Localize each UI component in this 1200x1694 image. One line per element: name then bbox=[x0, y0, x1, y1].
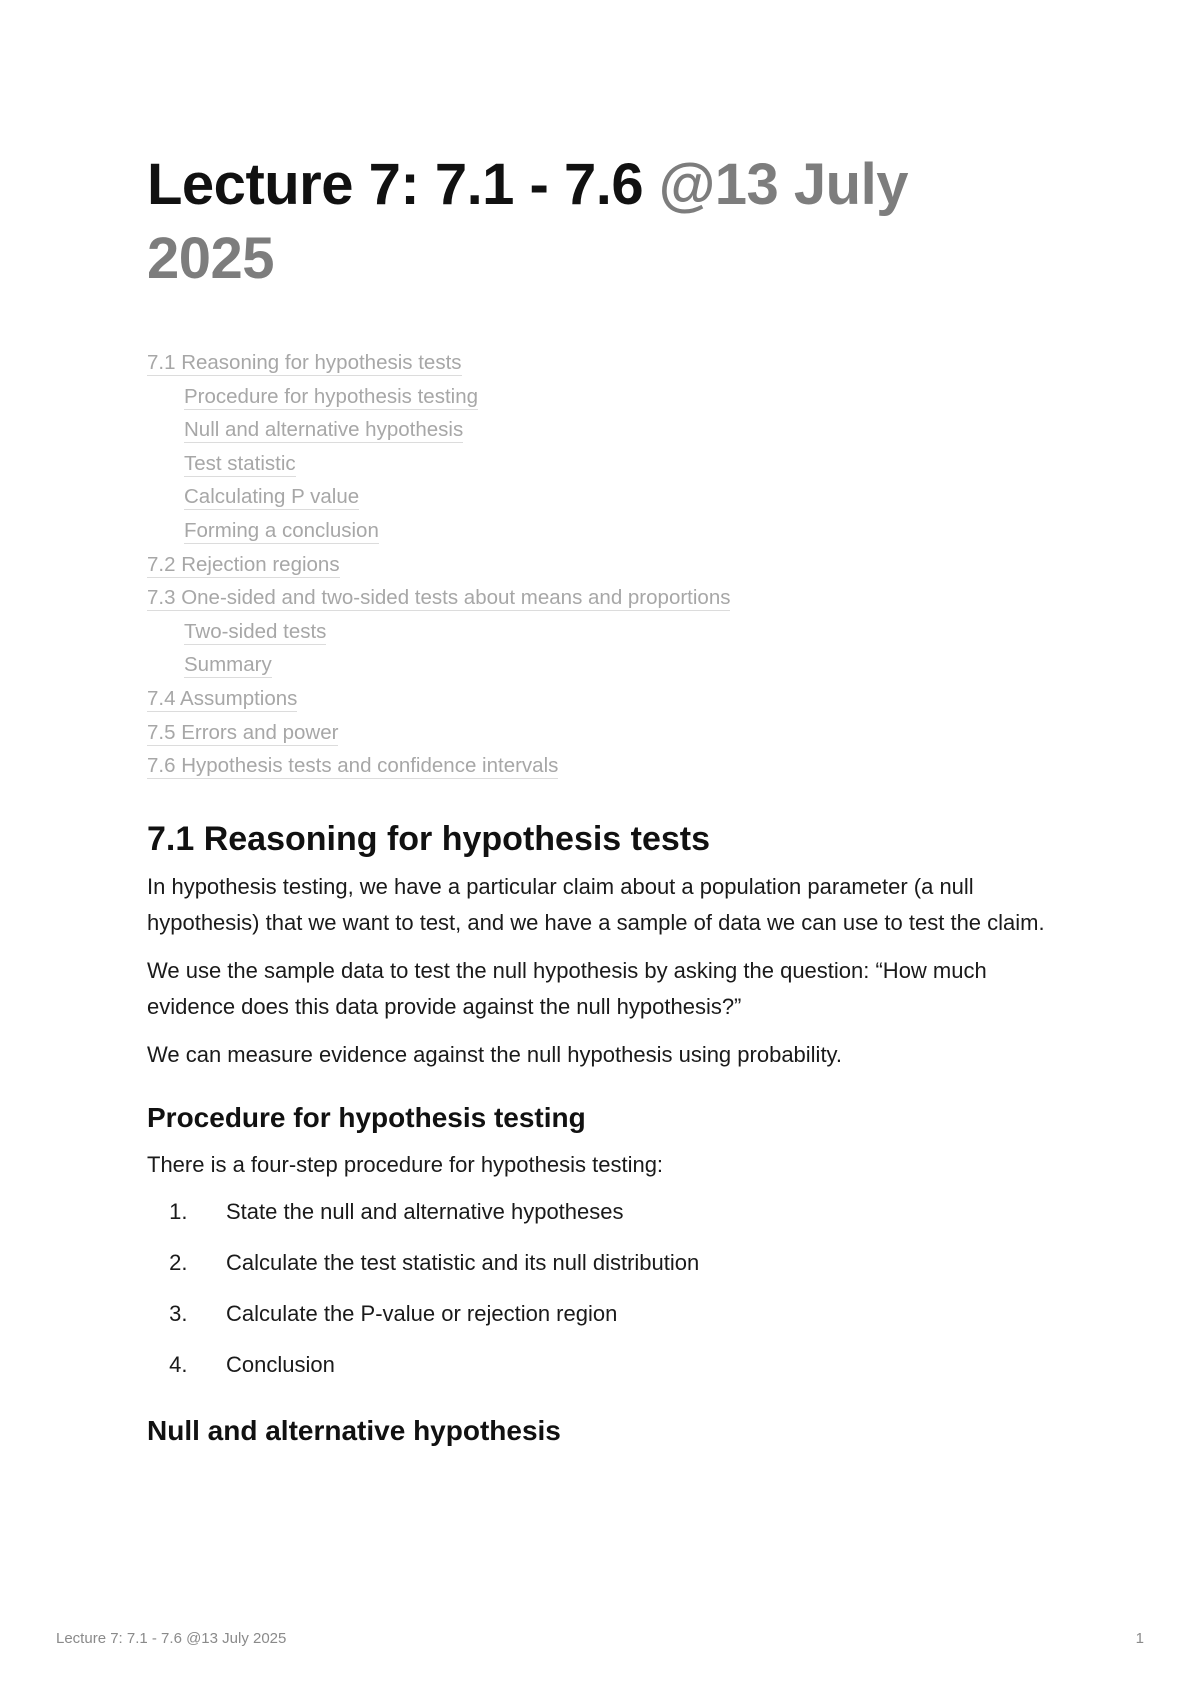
table-of-contents bbox=[147, 346, 1047, 783]
toc-item bbox=[147, 682, 1047, 716]
list-item-text: Calculate the test statistic and its null distribution bbox=[226, 1249, 700, 1275]
paragraph: In hypothesis testing, we have a particular claim about a population parameter (a null hypothesis) that we want to test, and we have a sample of data we can use to test the claim. bbox=[147, 873, 1045, 935]
paragraph: We use the sample data to test the null hypothesis by asking the question: “How much evidence does this data provide against the null hypothesis?” bbox=[147, 957, 987, 1019]
subsection-heading-procedure: Procedure for hypothesis testing bbox=[147, 1101, 586, 1133]
toc-link-7-6[interactable]: 7.6 Hypothesis tests and confidence intervals bbox=[147, 754, 559, 778]
toc-item bbox=[147, 447, 1047, 481]
toc-link-two-sided[interactable]: Two-sided tests bbox=[184, 619, 327, 643]
page-number: 1 bbox=[1135, 1630, 1144, 1647]
toc-item bbox=[147, 480, 1047, 514]
paragraph: There is a four-step procedure for hypothesis testing: bbox=[147, 1151, 664, 1177]
list-item-text: Conclusion bbox=[226, 1351, 335, 1377]
toc-item bbox=[147, 716, 1047, 750]
page-title bbox=[147, 148, 1047, 296]
page-title-date: @13 July 2025 bbox=[147, 152, 908, 291]
list-item-number: 2. bbox=[169, 1249, 188, 1275]
list-item-number: 4. bbox=[169, 1351, 188, 1377]
toc-item bbox=[147, 648, 1047, 682]
list-item bbox=[147, 1348, 1047, 1382]
toc-item bbox=[147, 514, 1047, 548]
footer-title: Lecture 7: 7.1 - 7.6 @13 July 2025 bbox=[56, 1630, 287, 1647]
toc-link-test-statistic[interactable]: Test statistic bbox=[184, 451, 296, 475]
toc-item bbox=[147, 581, 1047, 615]
document-page bbox=[147, 148, 1047, 1460]
list-item-text: State the null and alternative hypotheses bbox=[226, 1198, 624, 1224]
toc-link-7-1[interactable]: 7.1 Reasoning for hypothesis tests bbox=[147, 351, 462, 374]
toc-item bbox=[147, 346, 1047, 380]
toc-link-7-5[interactable]: 7.5 Errors and power bbox=[147, 720, 339, 744]
section-heading-7-1: 7.1 Reasoning for hypothesis tests bbox=[147, 819, 711, 858]
list-item-number: 3. bbox=[169, 1300, 188, 1326]
list-item-text: Calculate the P-value or rejection region bbox=[226, 1300, 618, 1326]
toc-item bbox=[147, 548, 1047, 582]
toc-link-summary[interactable]: Summary bbox=[184, 653, 272, 677]
toc-link-7-3[interactable]: 7.3 One-sided and two-sided tests about means and proportions bbox=[147, 586, 731, 610]
toc-link-p-value[interactable]: Calculating P value bbox=[184, 485, 360, 509]
toc-link-conclusion[interactable]: Forming a conclusion bbox=[184, 518, 379, 542]
toc-link-7-4[interactable]: 7.4 Assumptions bbox=[147, 686, 298, 710]
toc-item bbox=[147, 380, 1047, 414]
toc-link-procedure[interactable]: Procedure for hypothesis testing bbox=[184, 384, 478, 408]
procedure-steps-list bbox=[147, 1195, 1047, 1382]
toc-link-null-alternative[interactable]: Null and alternative hypothesis bbox=[184, 418, 464, 442]
page-title-main: Lecture 7: 7.1 - 7.6 bbox=[147, 152, 659, 217]
list-item bbox=[147, 1297, 1047, 1331]
paragraph: We can measure evidence against the null hypothesis using probability. bbox=[147, 1041, 843, 1067]
subsection-heading-null-alternative: Null and alternative hypothesis bbox=[147, 1414, 561, 1446]
toc-item bbox=[147, 615, 1047, 649]
toc-item bbox=[147, 749, 1047, 783]
list-item bbox=[147, 1195, 1047, 1229]
list-item bbox=[147, 1246, 1047, 1280]
toc-item bbox=[147, 413, 1047, 447]
page-footer bbox=[56, 1630, 1144, 1647]
list-item-number: 1. bbox=[169, 1198, 188, 1224]
toc-link-7-2[interactable]: 7.2 Rejection regions bbox=[147, 552, 340, 576]
